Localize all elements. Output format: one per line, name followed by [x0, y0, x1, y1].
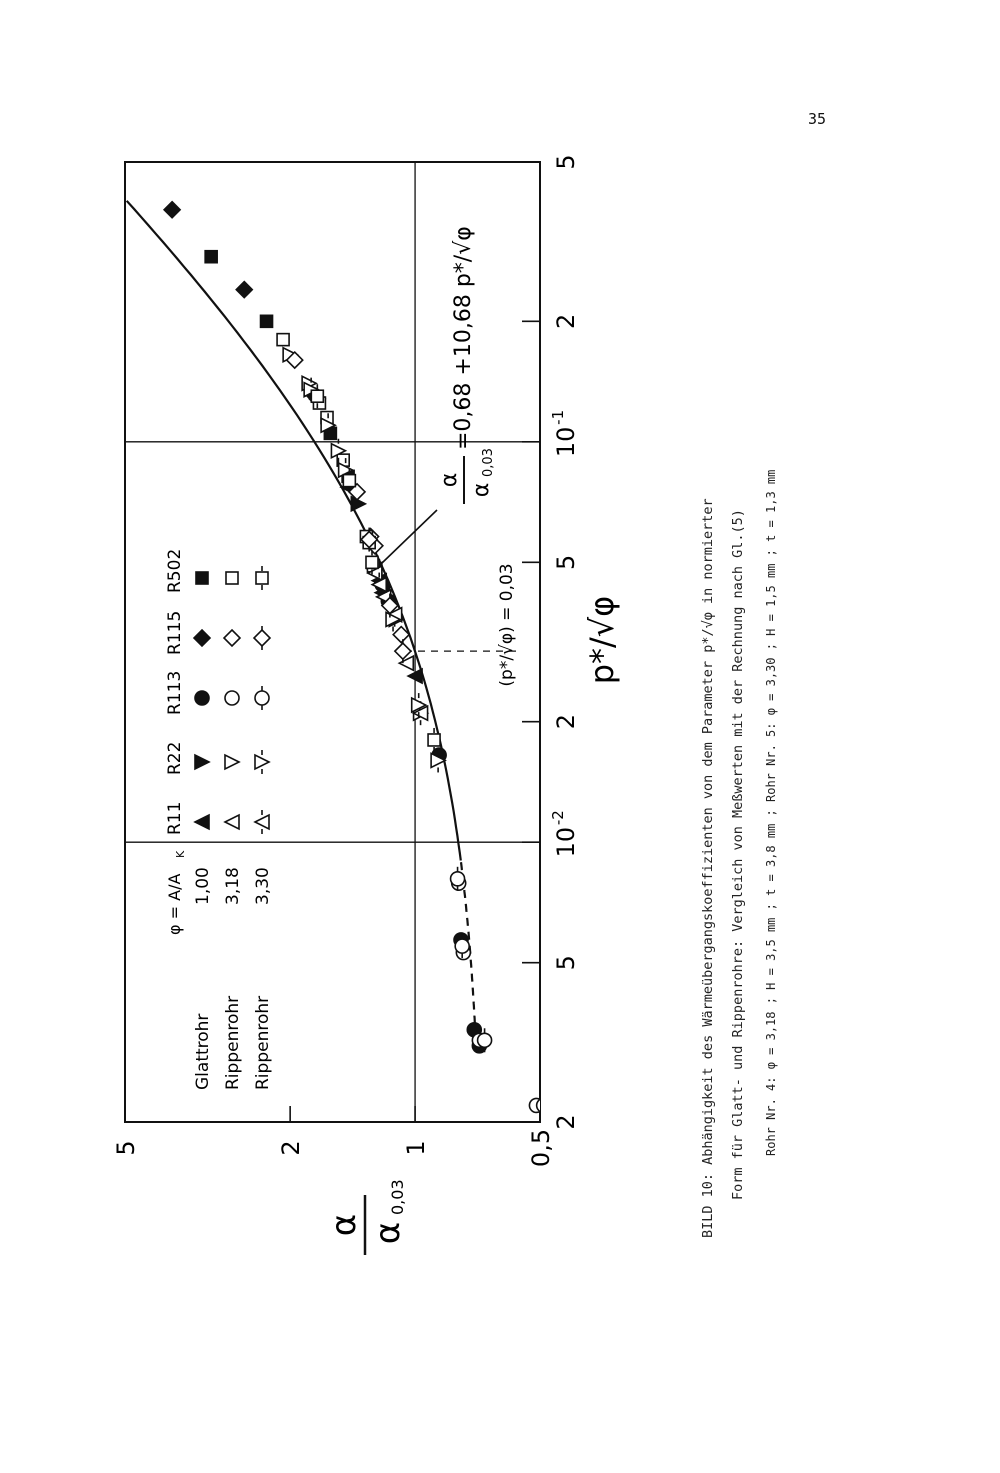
reference-label-text: (p*/√φ) = 0,03: [497, 563, 517, 687]
reference-label: [497, 563, 517, 686]
x-tick-label-text: 2: [552, 714, 580, 730]
legend-symbol-r502-0-mark-shape: [196, 572, 208, 584]
legend-symbol-r22-1: [225, 755, 239, 769]
legend-symbol-r502-2: [256, 566, 268, 590]
equation-rhs: =0,68 +10,68 p*/√φ: [451, 226, 476, 450]
legend-symbol-r11-0-mark: [195, 815, 209, 829]
x-tick-label-text: 5: [552, 554, 580, 570]
x-tick-label: [552, 314, 580, 329]
x-tick-label: [552, 154, 580, 169]
x-tick-label-text: 10: [552, 826, 580, 858]
legend-symbol-r113-1: [225, 691, 239, 705]
y-tick-label-text: 0,5: [527, 1128, 555, 1168]
x-tick-label: [552, 1114, 580, 1129]
x-tick-label-text: 2: [552, 1114, 580, 1130]
legend-phi-header-sub: K: [174, 850, 187, 858]
y-tick-label: [402, 1140, 430, 1155]
y-axis-label: [324, 1179, 408, 1255]
legend-symbol-r115-0-mark: [194, 630, 210, 646]
y-axis-label-denominator: α: [368, 1221, 408, 1245]
point-r115-1-shape: [236, 282, 252, 298]
legend-symbol-r115-0-mark-shape: [194, 630, 210, 646]
legend-symbol-r11-0-mark-shape: [195, 815, 209, 829]
x-tick-label: [552, 714, 580, 729]
legend-symbol-r113-2: [255, 686, 269, 710]
legend-symbol-r11-1: [225, 815, 239, 829]
point-r113-3-shape: [451, 872, 465, 886]
legend-symbol-r502-0: [196, 572, 208, 584]
x-tick-label: [549, 410, 580, 457]
point-r502-3-shape: [428, 734, 440, 746]
legend-symbol-r11-2: [255, 810, 269, 834]
x-tick-label-text: 5: [552, 955, 580, 971]
legend-symbol-r113-0: [195, 691, 209, 705]
point-r502-1: [261, 315, 273, 327]
legend-symbol-r502-2-mark: [256, 566, 268, 590]
x-tick-label-sup: -1: [549, 409, 567, 425]
legend-row-0-phi: 1,00: [193, 867, 213, 905]
legend-symbol-r115-2-mark: [254, 626, 270, 650]
point-r502-0: [205, 251, 217, 263]
legend-symbol-r115-2: [254, 626, 270, 650]
y-tick-label: [277, 1140, 305, 1155]
legend-row-2-label: Rippenrohr: [253, 995, 273, 1090]
legend-symbol-r11-2-mark: [255, 810, 269, 834]
legend-symbol-r22-2-mark-shape: [255, 755, 269, 769]
legend-symbol-r22-1-mark: [225, 755, 239, 769]
legend-fluid-r11: R11: [165, 801, 185, 835]
y-tick-label-text: 5: [112, 1140, 140, 1156]
legend-symbol-r502-2-mark-shape: [256, 572, 268, 584]
legend-symbol-r11-1-mark: [225, 815, 239, 829]
legend-fluid-r113: R113: [165, 670, 185, 715]
legend-fluid-r502: R502: [165, 548, 185, 593]
legend-symbol-r115-1-mark-shape: [224, 630, 240, 646]
y-axis-label-denominator-sub: 0,03: [388, 1179, 407, 1215]
data-points: [164, 202, 551, 1118]
point-r502-2-shape: [366, 556, 378, 568]
equation-denominator-sub: 0,03: [481, 448, 496, 477]
equation-leader-line: [382, 510, 437, 563]
legend-fluid-r22: R22: [165, 741, 185, 775]
point-r502-1-shape: [343, 475, 355, 487]
legend-symbol-r113-1-mark: [225, 691, 239, 705]
legend-symbol-r115-2-mark-shape: [254, 630, 270, 646]
legend-symbols: [194, 566, 270, 834]
equation: [437, 226, 496, 504]
legend-row-2-phi: 3,30: [253, 867, 273, 905]
x-tick-label-text: 10: [552, 426, 580, 458]
x-tick-label-text: 2: [552, 313, 580, 329]
equation-denominator: α: [469, 482, 494, 498]
legend-symbol-r113-2-mark: [255, 686, 269, 710]
y-tick-label: [112, 1140, 140, 1155]
legend-symbol-r22-0: [195, 755, 209, 769]
legend-symbol-r502-0-mark: [196, 572, 208, 584]
point-r113-0-shape: [537, 1098, 551, 1112]
point-r115-0: [164, 202, 180, 218]
legend-symbol-r22-0-mark-shape: [195, 755, 209, 769]
y-tick-label-text: 1: [402, 1140, 431, 1156]
legend-row-1-phi: 3,18: [223, 867, 243, 905]
caption-line-1: BILD 10: Abhängigkeit des Wärmeübergangskoeffizienten von dem Parameter p*/√φ in normierter: [700, 498, 716, 1238]
point-r113-1-shape: [478, 1033, 492, 1047]
point-r115-1: [236, 282, 252, 298]
axis-ticks: [125, 162, 540, 1122]
legend-symbol-r22-2-mark: [255, 750, 269, 774]
legend-symbol-r115-1-mark: [224, 630, 240, 646]
caption-line-3: Rohr Nr. 4: φ = 3,18 ; H = 3,5 mm ; t = 3,8 mm ; Rohr Nr. 5: φ = 3,30 ; H = 1,5 mm ; t = 1,3 mm: [764, 469, 778, 1156]
grid-lines: [125, 162, 540, 1122]
point-r502-0: [277, 334, 289, 346]
legend-symbol-r11-1-mark-shape: [225, 815, 239, 829]
legend-symbol-r22-1-mark-shape: [225, 755, 239, 769]
plot-frame: [125, 162, 540, 1122]
point-r113-0: [537, 1093, 551, 1117]
caption-line-2: Form für Glatt- und Rippenrohre: Vergleich von Meßwerten mit der Rechnung nach Gl.(5): [730, 509, 746, 1200]
point-r502-1-shape: [261, 315, 273, 327]
legend-symbol-r502-1-mark: [226, 572, 238, 584]
legend-symbol-r502-1: [226, 572, 238, 584]
legend-row-0-label: Glattrohr: [193, 1013, 213, 1090]
legend-symbol-r113-1-mark-shape: [225, 691, 239, 705]
page-number: 35: [808, 110, 827, 128]
point-r115-2-shape: [395, 643, 411, 659]
x-tick-label: [552, 555, 580, 570]
legend-symbol-r11-0: [195, 815, 209, 829]
x-axis-label-text: p*/√φ: [583, 595, 621, 685]
legend-symbol-r113-0-mark: [195, 691, 209, 705]
legend-symbol-r22-0-mark: [195, 755, 209, 769]
legend-row-1-label: Rippenrohr: [223, 995, 243, 1090]
legend-symbol-r115-0: [194, 630, 210, 646]
legend-symbol-r22-2: [255, 750, 269, 774]
y-tick-label-text: 2: [277, 1140, 306, 1156]
point-r113-2-shape: [455, 939, 469, 953]
point-r502-0-shape: [205, 251, 217, 263]
legend-fluid-r115: R115: [165, 610, 185, 655]
point-r502-0-shape: [277, 334, 289, 346]
legend-symbol-r502-1-mark-shape: [226, 572, 238, 584]
legend-symbol-r11-2-mark-shape: [255, 815, 269, 829]
point-r502-0-shape: [311, 390, 323, 402]
x-axis-label: [583, 596, 621, 685]
figure-caption: [700, 0, 820, 1238]
legend: [165, 549, 273, 1090]
legend-phi-header: φ = A/A: [165, 873, 184, 935]
legend-symbol-r113-0-mark-shape: [195, 691, 209, 705]
point-r115-0-shape: [164, 202, 180, 218]
x-tick-label: [549, 810, 580, 857]
equation-numerator: α: [437, 472, 462, 488]
legend-symbol-r115-1: [224, 630, 240, 646]
y-tick-label: [527, 1129, 555, 1167]
legend-symbol-r113-2-mark-shape: [255, 691, 269, 705]
x-tick-label-sup: -2: [549, 810, 567, 826]
y-axis-label-numerator: α: [324, 1213, 364, 1237]
x-tick-label-text: 5: [552, 154, 580, 170]
x-tick-label: [552, 955, 580, 970]
